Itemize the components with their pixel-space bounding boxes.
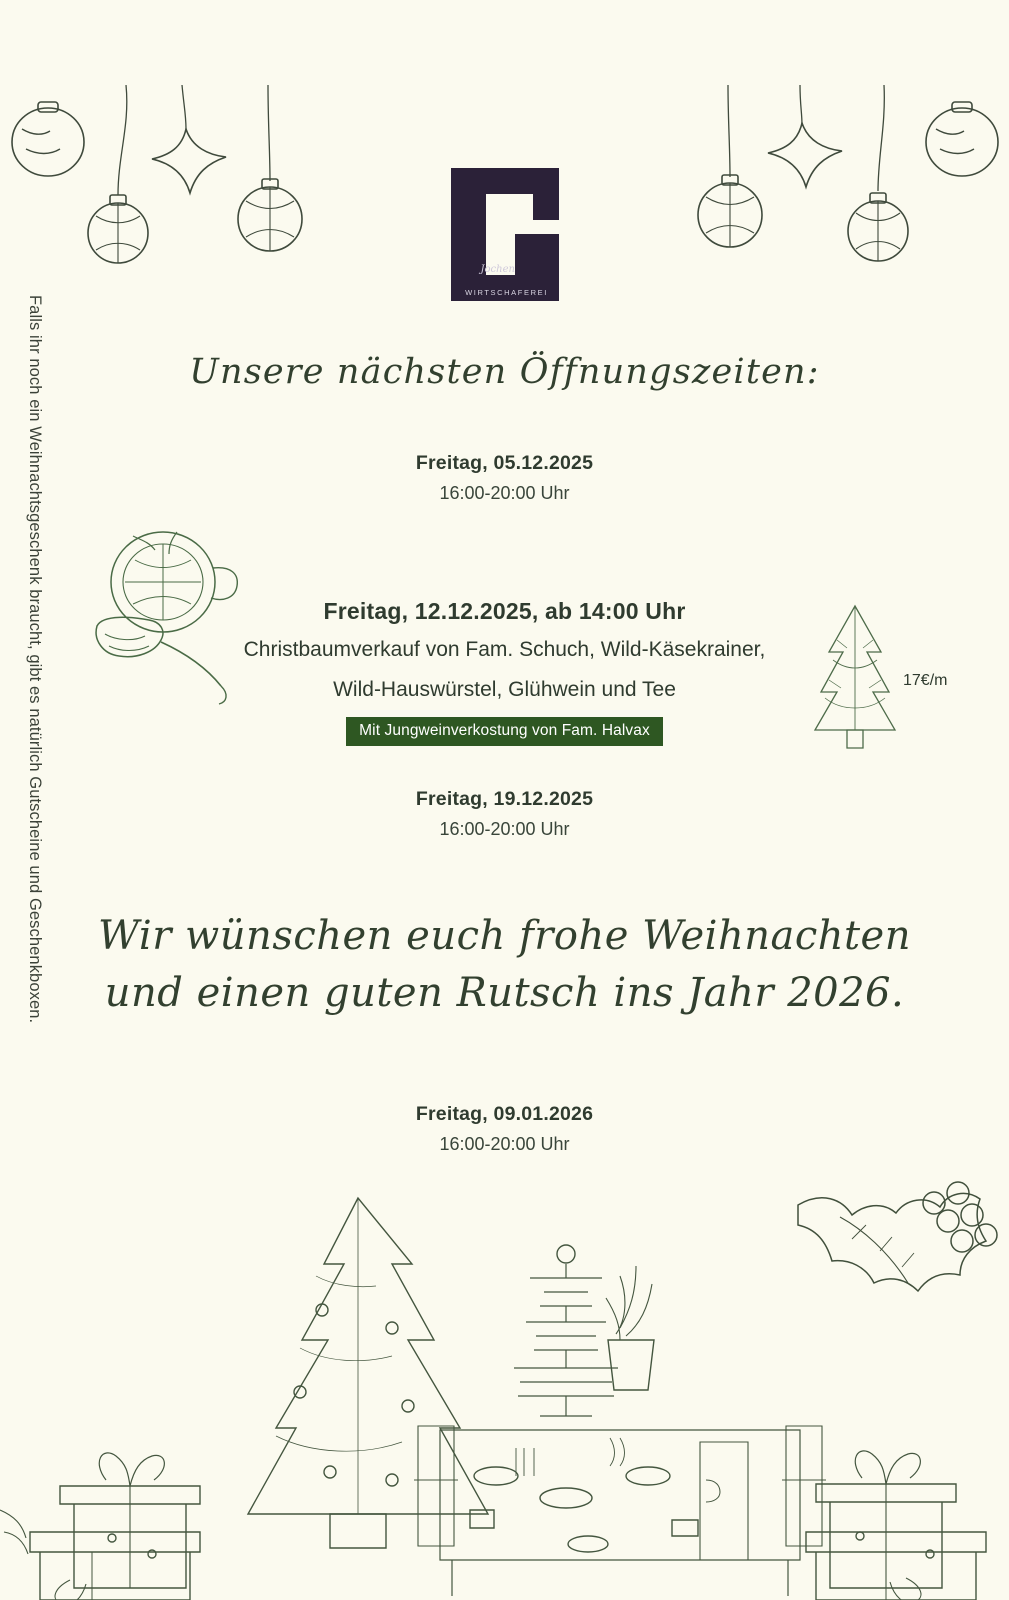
- entry-date: Freitag, 05.12.2025: [415, 452, 594, 474]
- opening-hours-entry: [0, 1103, 1009, 1155]
- holiday-wishes: [0, 908, 1009, 1022]
- entry-date: Freitag, 09.01.2026: [415, 1103, 594, 1125]
- side-note-text: Falls ihr noch ein Weihnachtsgeschenk braucht, gibt es natürlich Gutscheine und Geschenkboxen.: [26, 295, 44, 1024]
- wishes-line-1: Wir wünschen euch frohe Weihnachten: [98, 913, 911, 959]
- opening-hours-entry-featured: [0, 598, 1009, 746]
- wishes-line-2: und einen guten Rutsch ins Jahr 2026.: [104, 969, 905, 1016]
- logo-script-text: Jochen: [480, 264, 515, 275]
- tableware-icon: [470, 1438, 720, 1552]
- entry-detail-line-2: Wild-Hauswürstel, Glühwein und Tee: [333, 677, 676, 701]
- ornament-ball-icon: [12, 102, 84, 176]
- page-title: Unsere nächsten Öffnungszeiten:: [189, 352, 820, 392]
- gift-box-icon: [806, 1451, 986, 1600]
- festive-table-decoration: [0, 1180, 1009, 1600]
- cake-stand-icon: [514, 1245, 618, 1416]
- opening-hours-entry: [0, 788, 1009, 840]
- entry-date: Freitag, 12.12.2025, ab 14:00 Uhr: [323, 598, 686, 624]
- holly-grape-leaf-icon: [780, 1165, 1009, 1335]
- potted-plant-icon: [606, 1266, 654, 1390]
- entry-hours: 16:00-20:00 Uhr: [439, 1134, 570, 1154]
- entry-detail-line-1: Christbaumverkauf von Fam. Schuch, Wild-Käsekrainer,: [243, 638, 766, 661]
- christmas-tree-icon: [248, 1198, 488, 1548]
- entry-date: Freitag, 19.12.2025: [415, 788, 594, 810]
- entry-hours: 16:00-20:00 Uhr: [439, 819, 570, 839]
- entry-hours: 16:00-20:00 Uhr: [439, 483, 570, 503]
- table-icon: [414, 1426, 826, 1596]
- ornament-ball-icon: [926, 102, 998, 176]
- opening-hours-entry: [0, 452, 1009, 504]
- gift-box-icon: [30, 1453, 200, 1600]
- brand-logo: [0, 168, 1009, 301]
- logo-wordmark: WIRTSCHAFEREI: [465, 288, 548, 297]
- tasting-badge: Mit Jungweinverkostung von Fam. Halvax: [346, 717, 663, 746]
- tree-price-label: 17€/m: [903, 672, 948, 689]
